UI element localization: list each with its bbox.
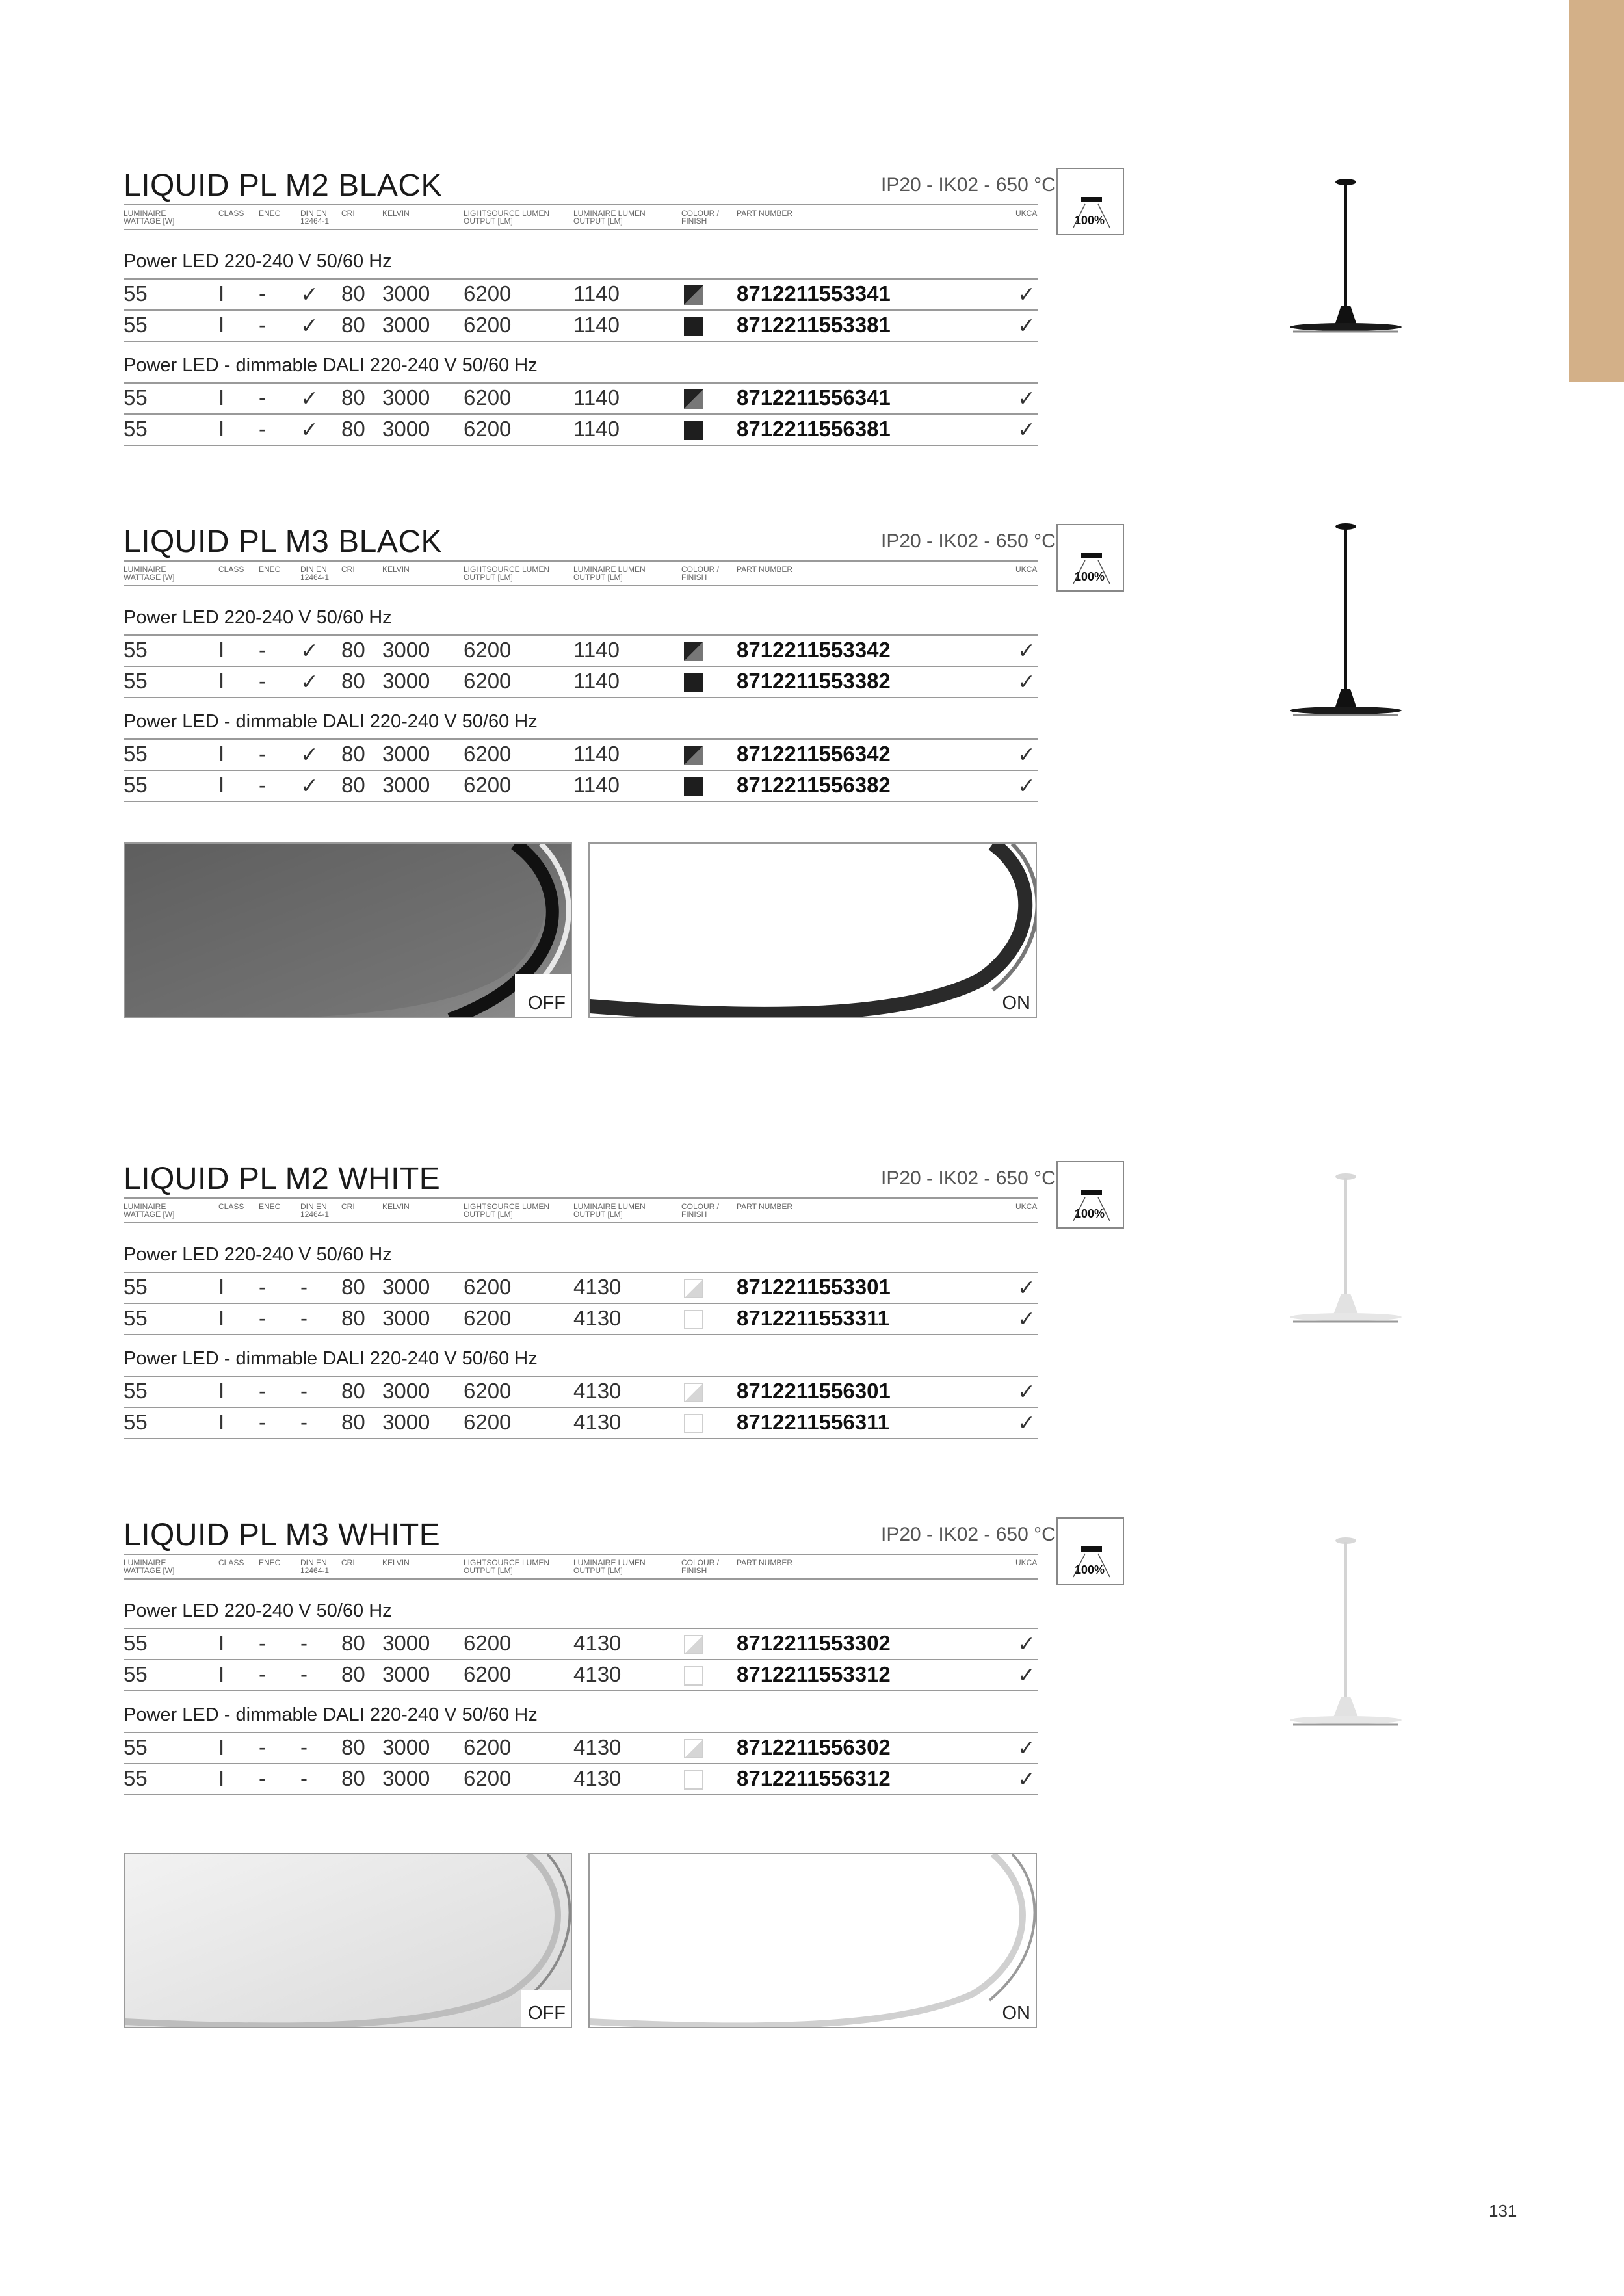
cell-kelvin: 3000 bbox=[382, 773, 430, 797]
cell-wattage: 55 bbox=[124, 1631, 148, 1655]
finish-swatch-black bbox=[684, 421, 703, 440]
cell-kelvin: 3000 bbox=[382, 1410, 430, 1434]
cell-enec: - bbox=[259, 773, 266, 797]
cell-wattage: 55 bbox=[124, 773, 148, 797]
cell-kelvin: 3000 bbox=[382, 1631, 430, 1655]
cell-kelvin: 3000 bbox=[382, 1766, 430, 1790]
cell-lum-lumen: 4130 bbox=[573, 1275, 622, 1299]
cell-kelvin: 3000 bbox=[382, 1306, 430, 1330]
group-label: Power LED 220-240 V 50/60 Hz bbox=[124, 251, 392, 272]
cell-enec: - bbox=[259, 281, 266, 306]
col-ls-lumen: LIGHTSOURCE LUMEN OUTPUT [LM] bbox=[464, 209, 550, 226]
cell-wattage: 55 bbox=[124, 1379, 148, 1403]
col-colour: COLOUR / FINISH bbox=[681, 209, 720, 226]
cell-lum-lumen: 4130 bbox=[573, 1766, 622, 1790]
col-class: CLASS bbox=[218, 565, 244, 574]
cell-cri: 80 bbox=[341, 313, 365, 337]
col-ukca: UKCA bbox=[1015, 209, 1038, 218]
col-ls-lumen: LIGHTSOURCE LUMEN OUTPUT [LM] bbox=[464, 1202, 550, 1219]
ip-rating: IP20 - IK02 - 650 °C bbox=[881, 1168, 1056, 1189]
cell-part-number: 8712211556382 bbox=[737, 773, 891, 797]
cell-ukca: ✓ bbox=[1017, 282, 1036, 306]
cell-cri: 80 bbox=[341, 638, 365, 662]
table-row bbox=[124, 1628, 1038, 1659]
table-row bbox=[124, 1272, 1038, 1303]
cell-enec: - bbox=[259, 1631, 266, 1655]
cell-class: I bbox=[218, 313, 225, 337]
cell-part-number: 8712211556302 bbox=[737, 1735, 891, 1759]
finish-swatch-grey-white bbox=[684, 1739, 703, 1758]
cell-ls-lumen: 6200 bbox=[464, 385, 512, 410]
beam-angle-icon bbox=[1056, 1161, 1124, 1229]
cell-enec: - bbox=[259, 1735, 266, 1759]
cell-din: - bbox=[300, 1631, 308, 1655]
col-enec: ENEC bbox=[259, 209, 281, 218]
finish-swatch-white bbox=[684, 1666, 703, 1686]
cell-ls-lumen: 6200 bbox=[464, 1275, 512, 1299]
col-wattage: LUMINAIRE WATTAGE [W] bbox=[124, 565, 175, 582]
cell-lum-lumen: 4130 bbox=[573, 1631, 622, 1655]
cell-class: I bbox=[218, 1631, 225, 1655]
col-wattage: LUMINAIRE WATTAGE [W] bbox=[124, 1202, 175, 1219]
photo-label-off: OFF bbox=[528, 2003, 566, 2024]
product-title: LIQUID PL M3 WHITE bbox=[124, 1518, 441, 1552]
finish-swatch-black bbox=[684, 673, 703, 692]
col-class: CLASS bbox=[218, 209, 244, 218]
finish-swatch-graphite bbox=[684, 389, 703, 409]
table-row bbox=[124, 770, 1038, 802]
cell-din: ✓ bbox=[300, 386, 319, 410]
cell-enec: - bbox=[259, 1306, 266, 1330]
col-part: PART NUMBER bbox=[737, 1202, 793, 1211]
finish-swatch-grey-white bbox=[684, 1383, 703, 1402]
cell-cri: 80 bbox=[341, 281, 365, 306]
cell-class: I bbox=[218, 1306, 225, 1330]
table-header bbox=[124, 204, 1038, 230]
cell-ukca: ✓ bbox=[1017, 670, 1036, 694]
cell-lum-lumen: 4130 bbox=[573, 1662, 622, 1686]
cell-kelvin: 3000 bbox=[382, 742, 430, 766]
cell-wattage: 55 bbox=[124, 638, 148, 662]
table-row bbox=[124, 738, 1038, 770]
photo-label-off: OFF bbox=[528, 993, 566, 1013]
cell-ukca: ✓ bbox=[1017, 742, 1036, 766]
cell-lum-lumen: 4130 bbox=[573, 1379, 622, 1403]
beam-label: 100% bbox=[1075, 1563, 1105, 1576]
cell-cri: 80 bbox=[341, 742, 365, 766]
cell-din: ✓ bbox=[300, 742, 319, 766]
col-cri: CRI bbox=[341, 209, 355, 218]
table-row bbox=[124, 1763, 1038, 1795]
cell-kelvin: 3000 bbox=[382, 1735, 430, 1759]
table-row bbox=[124, 634, 1038, 666]
table-header bbox=[124, 1554, 1038, 1580]
cell-cri: 80 bbox=[341, 1766, 365, 1790]
cell-ukca: ✓ bbox=[1017, 1632, 1036, 1656]
col-ukca: UKCA bbox=[1015, 565, 1038, 574]
cell-wattage: 55 bbox=[124, 313, 148, 337]
table-row bbox=[124, 666, 1038, 698]
ip-rating: IP20 - IK02 - 650 °C bbox=[881, 174, 1056, 196]
cell-lum-lumen: 1140 bbox=[573, 281, 620, 306]
col-class: CLASS bbox=[218, 1202, 244, 1211]
cell-class: I bbox=[218, 742, 225, 766]
cell-class: I bbox=[218, 417, 225, 441]
col-kelvin: KELVIN bbox=[382, 209, 410, 218]
beam-label: 100% bbox=[1075, 570, 1105, 583]
col-cri: CRI bbox=[341, 1202, 355, 1211]
cell-ukca: ✓ bbox=[1017, 638, 1036, 662]
cell-din: - bbox=[300, 1766, 308, 1790]
cell-lum-lumen: 1140 bbox=[573, 385, 620, 410]
table-row bbox=[124, 1732, 1038, 1763]
col-din: DIN EN 12464-1 bbox=[300, 1202, 330, 1219]
col-part: PART NUMBER bbox=[737, 209, 793, 218]
cell-class: I bbox=[218, 1379, 225, 1403]
cell-din: - bbox=[300, 1662, 308, 1686]
cell-part-number: 8712211553342 bbox=[737, 638, 891, 662]
cell-kelvin: 3000 bbox=[382, 1275, 430, 1299]
cell-ukca: ✓ bbox=[1017, 774, 1036, 798]
cell-part-number: 8712211553381 bbox=[737, 313, 891, 337]
detail-photo-white-off bbox=[124, 1853, 572, 2028]
cell-ls-lumen: 6200 bbox=[464, 417, 512, 441]
cell-cri: 80 bbox=[341, 773, 365, 797]
col-enec: ENEC bbox=[259, 565, 281, 574]
cell-part-number: 8712211556341 bbox=[737, 385, 891, 410]
cell-wattage: 55 bbox=[124, 1662, 148, 1686]
cell-lum-lumen: 4130 bbox=[573, 1306, 622, 1330]
group-label: Power LED - dimmable DALI 220-240 V 50/60 Hz bbox=[124, 1704, 538, 1725]
cell-ukca: ✓ bbox=[1017, 313, 1036, 337]
col-lum-lumen: LUMINAIRE LUMEN OUTPUT [LM] bbox=[573, 1558, 646, 1575]
cell-kelvin: 3000 bbox=[382, 638, 430, 662]
cell-din: ✓ bbox=[300, 282, 319, 306]
cell-kelvin: 3000 bbox=[382, 313, 430, 337]
cell-cri: 80 bbox=[341, 1631, 365, 1655]
col-wattage: LUMINAIRE WATTAGE [W] bbox=[124, 209, 175, 226]
beam-label: 100% bbox=[1075, 1207, 1105, 1220]
beam-angle-icon bbox=[1056, 524, 1124, 592]
cell-lum-lumen: 1140 bbox=[573, 742, 620, 766]
cell-ls-lumen: 6200 bbox=[464, 638, 512, 662]
cell-wattage: 55 bbox=[124, 1306, 148, 1330]
cell-ls-lumen: 6200 bbox=[464, 281, 512, 306]
cell-cri: 80 bbox=[341, 385, 365, 410]
table-row bbox=[124, 309, 1038, 342]
col-din: DIN EN 12464-1 bbox=[300, 565, 330, 582]
photo-label-on: ON bbox=[1002, 993, 1030, 1013]
table-row bbox=[124, 278, 1038, 309]
cell-wattage: 55 bbox=[124, 1766, 148, 1790]
cell-class: I bbox=[218, 1662, 225, 1686]
pendant-lamp-m3-white-image bbox=[1284, 1534, 1408, 1742]
cell-ukca: ✓ bbox=[1017, 1663, 1036, 1687]
cell-enec: - bbox=[259, 313, 266, 337]
cell-kelvin: 3000 bbox=[382, 385, 430, 410]
col-ls-lumen: LIGHTSOURCE LUMEN OUTPUT [LM] bbox=[464, 565, 550, 582]
cell-wattage: 55 bbox=[124, 1275, 148, 1299]
cell-lum-lumen: 1140 bbox=[573, 773, 620, 797]
cell-ls-lumen: 6200 bbox=[464, 1379, 512, 1403]
cell-part-number: 8712211556301 bbox=[737, 1379, 891, 1403]
cell-ukca: ✓ bbox=[1017, 1767, 1036, 1791]
cell-enec: - bbox=[259, 385, 266, 410]
cell-part-number: 8712211556381 bbox=[737, 417, 891, 441]
col-lum-lumen: LUMINAIRE LUMEN OUTPUT [LM] bbox=[573, 209, 646, 226]
cell-class: I bbox=[218, 281, 225, 306]
cell-kelvin: 3000 bbox=[382, 1662, 430, 1686]
pendant-lamp-m2-black-image bbox=[1284, 176, 1408, 338]
cell-lum-lumen: 4130 bbox=[573, 1735, 622, 1759]
finish-swatch-grey-white bbox=[684, 1635, 703, 1654]
detail-photo-black-off bbox=[124, 842, 572, 1018]
col-lum-lumen: LUMINAIRE LUMEN OUTPUT [LM] bbox=[573, 1202, 646, 1219]
cell-din: ✓ bbox=[300, 638, 319, 662]
cell-din: - bbox=[300, 1379, 308, 1403]
cell-ukca: ✓ bbox=[1017, 1275, 1036, 1299]
detail-photo-white-on bbox=[588, 1853, 1037, 2028]
cell-enec: - bbox=[259, 669, 266, 693]
col-cri: CRI bbox=[341, 1558, 355, 1567]
cell-part-number: 8712211556311 bbox=[737, 1410, 889, 1434]
cell-class: I bbox=[218, 1766, 225, 1790]
cell-cri: 80 bbox=[341, 1410, 365, 1434]
cell-kelvin: 3000 bbox=[382, 417, 430, 441]
cell-din: - bbox=[300, 1275, 308, 1299]
beam-angle-icon bbox=[1056, 168, 1124, 235]
cell-enec: - bbox=[259, 417, 266, 441]
cell-cri: 80 bbox=[341, 1306, 365, 1330]
col-ukca: UKCA bbox=[1015, 1558, 1038, 1567]
cell-class: I bbox=[218, 385, 225, 410]
cell-cri: 80 bbox=[341, 1735, 365, 1759]
cell-ls-lumen: 6200 bbox=[464, 1631, 512, 1655]
cell-cri: 80 bbox=[341, 1662, 365, 1686]
cell-ukca: ✓ bbox=[1017, 417, 1036, 441]
cell-class: I bbox=[218, 1275, 225, 1299]
cell-enec: - bbox=[259, 742, 266, 766]
cell-part-number: 8712211553341 bbox=[737, 281, 891, 306]
cell-wattage: 55 bbox=[124, 742, 148, 766]
col-lum-lumen: LUMINAIRE LUMEN OUTPUT [LM] bbox=[573, 565, 646, 582]
product-title: LIQUID PL M2 BLACK bbox=[124, 168, 443, 203]
table-header bbox=[124, 560, 1038, 586]
cell-lum-lumen: 4130 bbox=[573, 1410, 622, 1434]
finish-swatch-graphite bbox=[684, 746, 703, 765]
cell-enec: - bbox=[259, 1410, 266, 1434]
finish-swatch-black bbox=[684, 317, 703, 336]
table-row bbox=[124, 413, 1038, 446]
ip-rating: IP20 - IK02 - 650 °C bbox=[881, 530, 1056, 552]
col-colour: COLOUR / FINISH bbox=[681, 1202, 720, 1219]
chapter-tab bbox=[1569, 0, 1624, 382]
group-label: Power LED 220-240 V 50/60 Hz bbox=[124, 1244, 392, 1265]
col-kelvin: KELVIN bbox=[382, 565, 410, 574]
cell-part-number: 8712211553312 bbox=[737, 1662, 891, 1686]
table-row bbox=[124, 1659, 1038, 1691]
group-label: Power LED - dimmable DALI 220-240 V 50/60 Hz bbox=[124, 711, 538, 732]
cell-din: - bbox=[300, 1735, 308, 1759]
col-class: CLASS bbox=[218, 1558, 244, 1567]
pendant-lamp-m3-black-image bbox=[1284, 520, 1408, 728]
col-ukca: UKCA bbox=[1015, 1202, 1038, 1211]
cell-part-number: 8712211553382 bbox=[737, 669, 891, 693]
col-enec: ENEC bbox=[259, 1202, 281, 1211]
cell-ls-lumen: 6200 bbox=[464, 669, 512, 693]
finish-swatch-white bbox=[684, 1770, 703, 1790]
cell-ukca: ✓ bbox=[1017, 1411, 1036, 1435]
cell-class: I bbox=[218, 638, 225, 662]
cell-ukca: ✓ bbox=[1017, 1736, 1036, 1760]
col-part: PART NUMBER bbox=[737, 565, 793, 574]
cell-ls-lumen: 6200 bbox=[464, 313, 512, 337]
cell-wattage: 55 bbox=[124, 1410, 148, 1434]
cell-wattage: 55 bbox=[124, 417, 148, 441]
cell-ukca: ✓ bbox=[1017, 386, 1036, 410]
col-din: DIN EN 12464-1 bbox=[300, 1558, 330, 1575]
finish-swatch-white bbox=[684, 1310, 703, 1329]
photo-label-on: ON bbox=[1002, 2003, 1030, 2024]
cell-part-number: 8712211553302 bbox=[737, 1631, 891, 1655]
cell-enec: - bbox=[259, 1662, 266, 1686]
cell-din: ✓ bbox=[300, 313, 319, 337]
cell-din: ✓ bbox=[300, 670, 319, 694]
cell-din: ✓ bbox=[300, 417, 319, 441]
col-cri: CRI bbox=[341, 565, 355, 574]
finish-swatch-white bbox=[684, 1414, 703, 1433]
cell-lum-lumen: 1140 bbox=[573, 638, 620, 662]
col-colour: COLOUR / FINISH bbox=[681, 565, 720, 582]
col-kelvin: KELVIN bbox=[382, 1202, 410, 1211]
table-header bbox=[124, 1197, 1038, 1223]
product-title: LIQUID PL M2 WHITE bbox=[124, 1162, 441, 1196]
cell-cri: 80 bbox=[341, 669, 365, 693]
cell-ukca: ✓ bbox=[1017, 1379, 1036, 1403]
table-row bbox=[124, 1407, 1038, 1439]
beam-angle-icon bbox=[1056, 1517, 1124, 1585]
product-title: LIQUID PL M3 BLACK bbox=[124, 525, 443, 559]
cell-cri: 80 bbox=[341, 1275, 365, 1299]
col-enec: ENEC bbox=[259, 1558, 281, 1567]
group-label: Power LED - dimmable DALI 220-240 V 50/60 Hz bbox=[124, 355, 538, 376]
finish-swatch-black bbox=[684, 777, 703, 796]
col-wattage: LUMINAIRE WATTAGE [W] bbox=[124, 1558, 175, 1575]
cell-wattage: 55 bbox=[124, 385, 148, 410]
cell-lum-lumen: 1140 bbox=[573, 417, 620, 441]
cell-din: ✓ bbox=[300, 774, 319, 798]
cell-ls-lumen: 6200 bbox=[464, 742, 512, 766]
cell-part-number: 8712211553311 bbox=[737, 1306, 889, 1330]
col-part: PART NUMBER bbox=[737, 1558, 793, 1567]
cell-wattage: 55 bbox=[124, 281, 148, 306]
col-colour: COLOUR / FINISH bbox=[681, 1558, 720, 1575]
page-number: 131 bbox=[1489, 2201, 1517, 2221]
cell-wattage: 55 bbox=[124, 669, 148, 693]
cell-class: I bbox=[218, 1735, 225, 1759]
cell-ukca: ✓ bbox=[1017, 1307, 1036, 1331]
cell-ls-lumen: 6200 bbox=[464, 1662, 512, 1686]
cell-lum-lumen: 1140 bbox=[573, 313, 620, 337]
finish-swatch-graphite bbox=[684, 642, 703, 661]
cell-enec: - bbox=[259, 638, 266, 662]
cell-kelvin: 3000 bbox=[382, 669, 430, 693]
cell-ls-lumen: 6200 bbox=[464, 1306, 512, 1330]
pendant-lamp-m2-white-image bbox=[1284, 1170, 1408, 1339]
cell-enec: - bbox=[259, 1275, 266, 1299]
table-row bbox=[124, 1303, 1038, 1335]
cell-cri: 80 bbox=[341, 1379, 365, 1403]
col-ls-lumen: LIGHTSOURCE LUMEN OUTPUT [LM] bbox=[464, 1558, 550, 1575]
group-label: Power LED 220-240 V 50/60 Hz bbox=[124, 1600, 392, 1621]
cell-din: - bbox=[300, 1410, 308, 1434]
group-label: Power LED 220-240 V 50/60 Hz bbox=[124, 607, 392, 628]
cell-class: I bbox=[218, 669, 225, 693]
group-label: Power LED - dimmable DALI 220-240 V 50/60 Hz bbox=[124, 1348, 538, 1369]
table-row bbox=[124, 1376, 1038, 1407]
cell-part-number: 8712211556312 bbox=[737, 1766, 891, 1790]
cell-ls-lumen: 6200 bbox=[464, 773, 512, 797]
cell-kelvin: 3000 bbox=[382, 1379, 430, 1403]
detail-photo-black-on bbox=[588, 842, 1037, 1018]
cell-ls-lumen: 6200 bbox=[464, 1766, 512, 1790]
finish-swatch-grey-white bbox=[684, 1279, 703, 1298]
ip-rating: IP20 - IK02 - 650 °C bbox=[881, 1524, 1056, 1545]
cell-enec: - bbox=[259, 1766, 266, 1790]
table-row bbox=[124, 382, 1038, 413]
cell-ls-lumen: 6200 bbox=[464, 1735, 512, 1759]
cell-part-number: 8712211556342 bbox=[737, 742, 891, 766]
cell-part-number: 8712211553301 bbox=[737, 1275, 891, 1299]
cell-din: - bbox=[300, 1306, 308, 1330]
cell-ls-lumen: 6200 bbox=[464, 1410, 512, 1434]
cell-kelvin: 3000 bbox=[382, 281, 430, 306]
cell-class: I bbox=[218, 773, 225, 797]
cell-lum-lumen: 1140 bbox=[573, 669, 620, 693]
cell-cri: 80 bbox=[341, 417, 365, 441]
finish-swatch-graphite bbox=[684, 285, 703, 305]
cell-wattage: 55 bbox=[124, 1735, 148, 1759]
col-kelvin: KELVIN bbox=[382, 1558, 410, 1567]
beam-label: 100% bbox=[1075, 214, 1105, 227]
cell-class: I bbox=[218, 1410, 225, 1434]
col-din: DIN EN 12464-1 bbox=[300, 209, 330, 226]
cell-enec: - bbox=[259, 1379, 266, 1403]
